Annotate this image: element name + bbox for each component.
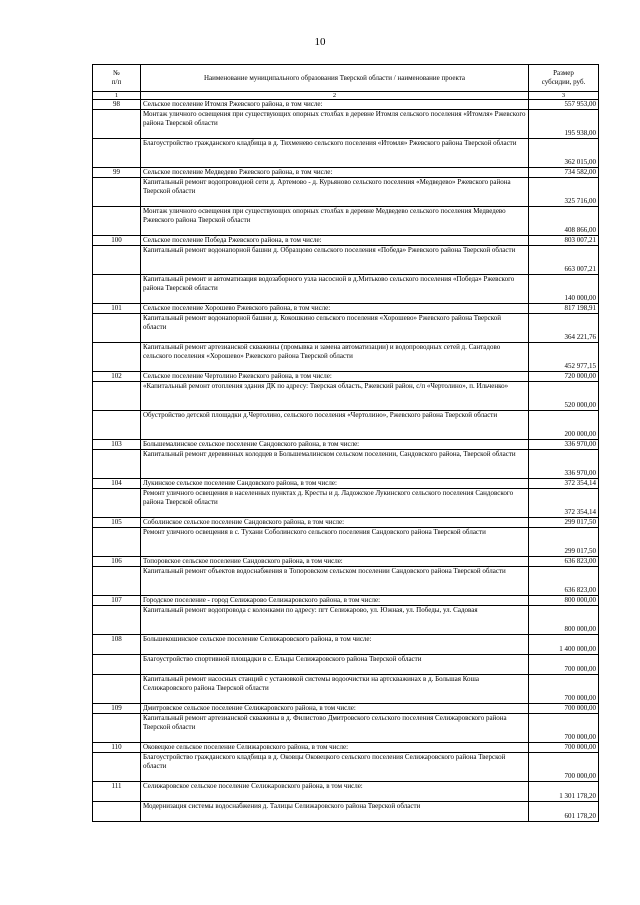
row-name: Капитальный ремонт деревянных колодцев в Большемалинском сельском поселении, Сандовского района, Тверской области (141, 450, 529, 479)
municipality-row (93, 100, 599, 110)
row-number: 107 (93, 596, 141, 606)
row-name: Большекошинское сельское поселение Селижаровского района, в том числе: (141, 635, 529, 655)
row-number: 104 (93, 479, 141, 489)
project-row (93, 606, 599, 635)
project-row (93, 382, 599, 411)
row-name: Благоустройство гражданского кладбища в д. Оковцы Оковецкого сельского поселения Селижаровского района Тверской области (141, 753, 529, 782)
row-amount: 362 015,00 (529, 139, 599, 168)
row-number (93, 343, 141, 372)
row-number: 105 (93, 518, 141, 528)
row-name: Монтаж уличного освещения при существующих опорных столбах в деревне Итомля сельского поселения «Итомля» Ржевского района Тверской области (141, 110, 529, 139)
municipality-row (93, 168, 599, 178)
row-name: Оковецкое сельское поселение Селижаровского района, в том числе: (141, 743, 529, 753)
header-name: Наименование муниципального образования Тверской области / наименование проекта (141, 65, 529, 92)
row-amount: 700 000,00 (529, 714, 599, 743)
row-number: 100 (93, 236, 141, 246)
row-name: Соболинское сельское поселение Сандовского района, в том числе: (141, 518, 529, 528)
project-row (93, 110, 599, 139)
table-body (93, 100, 599, 822)
column-index: 3 (529, 92, 599, 100)
municipality-row (93, 635, 599, 655)
municipality-row (93, 782, 599, 802)
row-name: Сельское поселение Итомля Ржевского района, в том числе: (141, 100, 529, 110)
row-number: 109 (93, 704, 141, 714)
municipality-row (93, 518, 599, 528)
row-amount: 803 007,21 (529, 236, 599, 246)
row-name: Капитальный ремонт артезианской скважины в д. Филистово Дмитровского сельского поселения Селижаровского района Тверской области (141, 714, 529, 743)
row-name: Большемалинское сельское поселение Сандовского района, в том числе: (141, 440, 529, 450)
row-amount: 636 823,00 (529, 557, 599, 567)
project-row (93, 343, 599, 372)
row-number (93, 178, 141, 207)
subsidy-table (92, 64, 599, 822)
row-name: Капитальный ремонт водопроводной сети д. Артемово - д. Курьяново сельского поселения «Медведево» Ржевского района Тверской области (141, 178, 529, 207)
project-row (93, 139, 599, 168)
row-number (93, 606, 141, 635)
row-amount: 299 017,50 (529, 528, 599, 557)
row-amount: 1 400 000,00 (529, 635, 599, 655)
row-amount: 364 221,76 (529, 314, 599, 343)
row-name: Городское поселение - город Селижарово Селижаровского района, в том числе: (141, 596, 529, 606)
row-number (93, 675, 141, 704)
row-amount: 195 938,00 (529, 110, 599, 139)
row-number: 110 (93, 743, 141, 753)
row-name: Капитальный ремонт водонапорной башни д. Образцово сельского поселения «Победа» Ржевского района Тверской области (141, 246, 529, 275)
row-name: Обустройство детской площадки д.Чертолино, сельского поселения «Чертолино», Ржевского района Тверской области (141, 411, 529, 440)
row-number: 102 (93, 372, 141, 382)
project-row (93, 207, 599, 236)
row-number: 111 (93, 782, 141, 802)
row-name: «Капитальный ремонт отопления здания ДК по адресу: Тверская область, Ржевский район, с/п «Чертолино», п. Ильченко» (141, 382, 529, 411)
row-amount: 700 000,00 (529, 704, 599, 714)
row-amount: 372 354,14 (529, 489, 599, 518)
row-name: Капитальный ремонт объектов водоснабжения в Топоровском сельском поселении Сандовского района Тверской области (141, 567, 529, 596)
project-row (93, 753, 599, 782)
header-amount: Размер субсидии, руб. (529, 65, 599, 92)
row-name: Сельское поселение Чертолино Ржевского района, в том числе: (141, 372, 529, 382)
row-number (93, 567, 141, 596)
project-row (93, 178, 599, 207)
municipality-row (93, 440, 599, 450)
row-amount: 325 716,00 (529, 178, 599, 207)
row-name: Сельское поселение Хорошево Ржевского района, в том числе: (141, 304, 529, 314)
row-number: 106 (93, 557, 141, 567)
municipality-row (93, 743, 599, 753)
row-amount: 408 866,00 (529, 207, 599, 236)
project-row (93, 675, 599, 704)
row-amount: 636 823,00 (529, 567, 599, 596)
project-row (93, 411, 599, 440)
project-row (93, 246, 599, 275)
row-amount: 800 000,00 (529, 596, 599, 606)
row-amount: 720 000,00 (529, 372, 599, 382)
row-number (93, 275, 141, 304)
row-amount: 700 000,00 (529, 655, 599, 675)
row-name: Сельское поселение Медведево Ржевского района, в том числе: (141, 168, 529, 178)
project-row (93, 567, 599, 596)
row-number (93, 753, 141, 782)
row-number (93, 139, 141, 168)
row-number (93, 714, 141, 743)
project-row (93, 528, 599, 557)
row-name: Селижаровское сельское поселение Селижаровского района, в том числе: (141, 782, 529, 802)
row-number (93, 655, 141, 675)
row-name: Капитальный ремонт водопровода с колонками по адресу: пгт Селижарово, ул. Южная, ул. Победы, ул. Садовая (141, 606, 529, 635)
project-row (93, 275, 599, 304)
row-number (93, 382, 141, 411)
column-index-row (93, 92, 599, 100)
row-amount: 1 301 178,20 (529, 782, 599, 802)
row-number (93, 246, 141, 275)
project-row (93, 714, 599, 743)
row-number (93, 802, 141, 822)
row-name: Капитальный ремонт и автоматизация водозаборного узла насосной в д.Митьково сельского поселения «Победа» Ржевского района Тверской области (141, 275, 529, 304)
row-amount: 299 017,50 (529, 518, 599, 528)
column-index: 1 (93, 92, 141, 100)
row-number (93, 450, 141, 479)
row-amount: 700 000,00 (529, 743, 599, 753)
municipality-row (93, 372, 599, 382)
project-row (93, 489, 599, 518)
row-name: Капитальный ремонт артезианской скважины (промывка и замена автоматизации) и водопроводных сетей д. Сантадово сельского поселения «Хорошево» Ржевского района Тверской области (141, 343, 529, 372)
row-amount: 140 000,00 (529, 275, 599, 304)
row-name: Ремонт уличного освещения в населенных пунктах д. Кресты и д. Ладожское Лукинского сельского поселения Сандовского района Тверской области (141, 489, 529, 518)
row-amount: 336 970,00 (529, 440, 599, 450)
municipality-row (93, 557, 599, 567)
row-number: 98 (93, 100, 141, 110)
row-amount: 817 198,91 (529, 304, 599, 314)
project-row (93, 655, 599, 675)
table-header-row (93, 65, 599, 92)
row-amount: 700 000,00 (529, 675, 599, 704)
column-index: 2 (141, 92, 529, 100)
row-name: Лукинское сельское поселение Сандовского района, в том числе: (141, 479, 529, 489)
row-name: Капитальный ремонт насосных станций с установкой системы водоочистки на артскважинах в д. Большая Коша Селижаровского района Тверской области (141, 675, 529, 704)
municipality-row (93, 596, 599, 606)
municipality-row (93, 479, 599, 489)
row-number: 108 (93, 635, 141, 655)
row-amount: 200 000,00 (529, 411, 599, 440)
municipality-row (93, 236, 599, 246)
row-amount: 663 007,21 (529, 246, 599, 275)
row-number (93, 528, 141, 557)
row-name: Сельское поселение Победа Ржевского района, в том числе: (141, 236, 529, 246)
municipality-row (93, 704, 599, 714)
row-name: Дмитровское сельское поселение Селижаровского района, в том числе: (141, 704, 529, 714)
row-amount: 601 178,20 (529, 802, 599, 822)
project-row (93, 802, 599, 822)
row-name: Благоустройство гражданского кладбища в д. Тихменево сельского поселения «Итомля» Ржевского района Тверской области (141, 139, 529, 168)
row-name: Благоустройство спортивной площадки в с. Ельцы Селижаровского района Тверской области (141, 655, 529, 675)
page-number: 10 (314, 36, 326, 48)
municipality-row (93, 304, 599, 314)
row-name: Модернизация системы водоснабжения д. Талицы Селижаровского района Тверской области (141, 802, 529, 822)
row-amount: 700 000,00 (529, 753, 599, 782)
row-name: Монтаж уличного освещения при существующих опорных столбах в деревне Медведево сельского поселения Медведево Ржевского района Тверской области (141, 207, 529, 236)
row-number (93, 207, 141, 236)
row-name: Капитальный ремонт водонапорной башни д. Кокошкино сельского поселения «Хорошево» Ржевского района Тверской области (141, 314, 529, 343)
row-name: Топоровское сельское поселение Сандовского района, в том числе: (141, 557, 529, 567)
row-amount: 734 582,00 (529, 168, 599, 178)
row-number: 99 (93, 168, 141, 178)
row-amount: 520 000,00 (529, 382, 599, 411)
header-number: № п/п (93, 65, 141, 92)
row-number (93, 314, 141, 343)
row-number (93, 110, 141, 139)
row-amount: 452 977,15 (529, 343, 599, 372)
row-amount: 372 354,14 (529, 479, 599, 489)
project-row (93, 314, 599, 343)
project-row (93, 450, 599, 479)
row-amount: 800 000,00 (529, 606, 599, 635)
row-number: 103 (93, 440, 141, 450)
row-amount: 336 970,00 (529, 450, 599, 479)
row-amount: 557 953,00 (529, 100, 599, 110)
row-number (93, 411, 141, 440)
row-number (93, 489, 141, 518)
row-name: Ремонт уличного освещения в с. Тухани Соболинского сельского поселения Сандовского района Тверской области (141, 528, 529, 557)
row-number: 101 (93, 304, 141, 314)
